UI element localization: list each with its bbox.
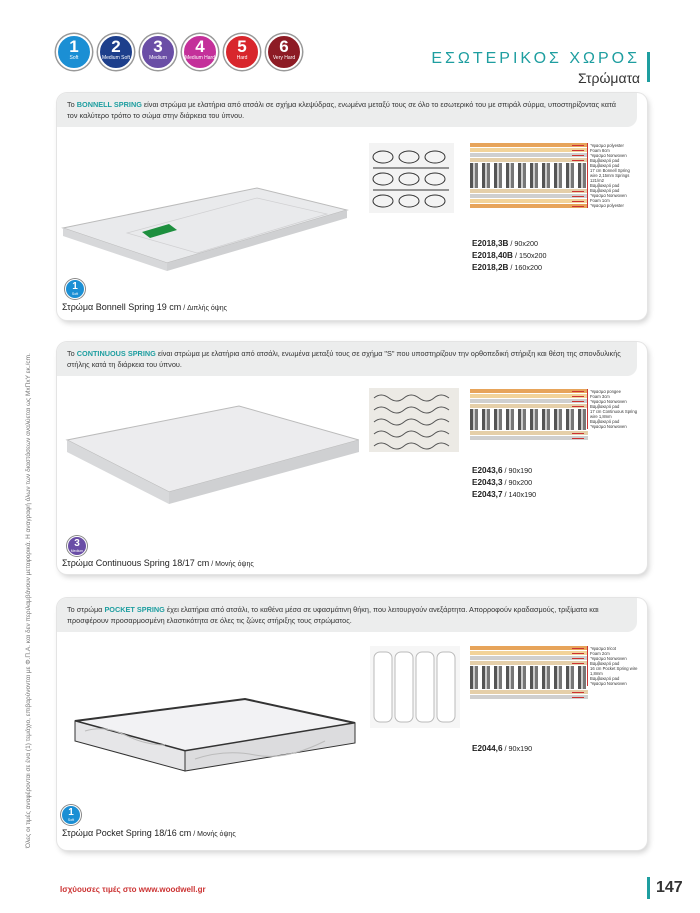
product-name: Στρώμα Continuous Spring 18/17 cm / Μονής όψης [62, 558, 254, 568]
layer-label: Βαμβακερό pad [587, 183, 637, 188]
product-code-row: E2043,3 / 90x200 [472, 478, 533, 487]
layers-legend [587, 646, 642, 686]
page-number: 147 [647, 877, 683, 899]
layer-label: Βαμβακερό pad [587, 188, 637, 193]
section-title: ΕΣΩΤΕΡΙΚΟΣ ΧΩΡΟΣ [431, 50, 640, 67]
firmness-badge: 1 Soft [61, 805, 81, 825]
product-code-row: E2018,40B / 150x200 [472, 251, 547, 260]
product-code-row: E2043,7 / 140x190 [472, 490, 537, 499]
product-description: Το BONNELL SPRING είναι στρώμα με ελατήρια από ατσάλι σε σχήμα κλεψύδρας, ενωμένα μεταξύ τους σε όλο το εσωτερικό του με σπιράλ σύρμα, υποστηρίζοντας κατά τον καλύτερο τρόπο το σώμα στην διάρκεια του ύπνου. [57, 93, 637, 127]
layers-legend [587, 143, 637, 208]
layer-label: Ύφασμα polyester [587, 143, 637, 148]
mattress-image [59, 400, 359, 510]
firmness-1 [56, 34, 92, 70]
firmness-label: Soft [69, 55, 79, 61]
layer-label: Βαμβακερό pad [587, 661, 642, 666]
layer-label: Ύφασμα tricot [587, 646, 642, 651]
layers-diagram [470, 143, 588, 209]
section-subtitle: Στρώματα [578, 70, 640, 86]
product-code-row: E2018,3B / 90x200 [472, 239, 538, 248]
layer-label: Ύφασμα Nonwoven [587, 656, 642, 661]
side-disclaimer: Όλες οι τιμές αναφέρονται σε ένα (1) τεμάχιο, επιβαρύνονται με Φ.Π.Α. και δεν περιλαμβάνουν μεταφορικά. Η αναγραφή όλων των διαστάσεων αναλύεται ως ΜxΠxΥ εκ./cm. [25, 353, 32, 848]
firmness-number: 4 [195, 37, 205, 56]
product-codes [472, 465, 536, 501]
firmness-number: 2 [111, 37, 121, 56]
product-description: Το CONTINUOUS SPRING είναι στρώμα με ελατήρια από ατσάλι, ενωμένα μεταξύ τους σε σχήμα "S" που υποστηρίζουν την ορθοπεδική στήριξη και θέση της σπονδυλικής στήλης κατά τη διάρκεια του ύπνου. [57, 342, 637, 376]
layer-label: 16 cm Pocket Spring wire 1,8mm [587, 666, 642, 676]
layer-label: Foam 8cm [587, 148, 637, 153]
footer-website: Ισχύουσες τιμές στο www.woodwell.gr [60, 885, 206, 894]
layers-diagram [470, 389, 588, 441]
firmness-number: 3 [153, 37, 163, 56]
firmness-label: Medium Hard [184, 55, 215, 61]
product-codes [472, 743, 532, 755]
firmness-number: 6 [279, 37, 289, 56]
firmness-badge: 3 Medium [67, 536, 87, 556]
layer-label: Ύφασμα polyester [587, 203, 637, 208]
product-panel-pocket [57, 598, 647, 850]
layer-label: 17 cm Continuous Spring wire 1,8mm [587, 409, 642, 419]
product-description: Το στρώμα POCKET SPRING έχει ελατήρια από ατσάλι, το καθένα μέσα σε υφασμάτινη θήκη, που λειτουργούν ανεξάρτητα. Απορροφούν κραδασμούς, τριξίματα και προσφέρουν προσαρμοσμένη ελαστικότητα σε όλες τις ζώνες στήριξης τους στρώματος. [57, 598, 637, 632]
spring-swatch-image [369, 388, 459, 452]
firmness-6 [266, 34, 302, 70]
product-code-row: E2044,6 / 90x190 [472, 744, 533, 753]
layer-label: Ύφασμα Nonwoven [587, 681, 642, 686]
layer-label: Ύφασμα Nonwoven [587, 399, 642, 404]
product-code-row: E2043,6 / 90x190 [472, 466, 533, 475]
firmness-number: 5 [237, 37, 247, 56]
layers-legend [587, 389, 642, 429]
firmness-label: Medium Soft [101, 55, 131, 61]
layer-label: Ύφασμα Nonwoven [587, 193, 637, 198]
product-panel-bonnell [57, 93, 647, 320]
product-code-row: E2018,2B / 160x200 [472, 263, 542, 272]
layer-label: Ύφασμα Nonwoven [587, 424, 642, 429]
layer-label: Βαμβακερό pad [587, 419, 642, 424]
layer-label: Βαμβακερό pad [587, 404, 642, 409]
firmness-2 [98, 34, 134, 70]
product-panel-continuous [57, 342, 647, 574]
layers-diagram [470, 646, 588, 700]
product-name: Στρώμα Pocket Spring 18/16 cm / Μονής όψης [62, 828, 236, 838]
firmness-label: Medium [149, 55, 167, 61]
layer-label: Ύφασμα pongee [587, 389, 642, 394]
firmness-label: Very Hard [272, 55, 296, 61]
layer-label: Βαμβακερό pad [587, 163, 637, 168]
firmness-label: Hard [236, 55, 248, 61]
layer-label: Ύφασμα Nonwoven [587, 153, 637, 158]
mattress-image [57, 168, 357, 273]
layer-label: Βαμβακερό pad [587, 676, 642, 681]
product-name: Στρώμα Bonnell Spring 19 cm / Διπλής όψης [62, 302, 228, 312]
firmness-3 [140, 34, 176, 70]
layer-label: Foam 2cm [587, 651, 642, 656]
spring-swatch-image [369, 143, 454, 213]
spring-swatch-image [370, 646, 460, 728]
layer-label: 17 cm Bonnell Spring wire 2,15mm Springs 121/m2 [587, 168, 637, 183]
firmness-number: 1 [69, 37, 79, 56]
mattress-image [65, 693, 360, 793]
layer-label: Foam 1cm [587, 198, 637, 203]
layer-label: Foam 3cm [587, 394, 642, 399]
firmness-scale [56, 34, 302, 70]
firmness-5 [224, 34, 260, 70]
product-codes [472, 238, 547, 274]
layer-label: Βαμβακερό pad [587, 158, 637, 163]
section-header [431, 50, 650, 86]
firmness-4 [182, 34, 218, 70]
firmness-badge: 1 Soft [65, 279, 85, 299]
